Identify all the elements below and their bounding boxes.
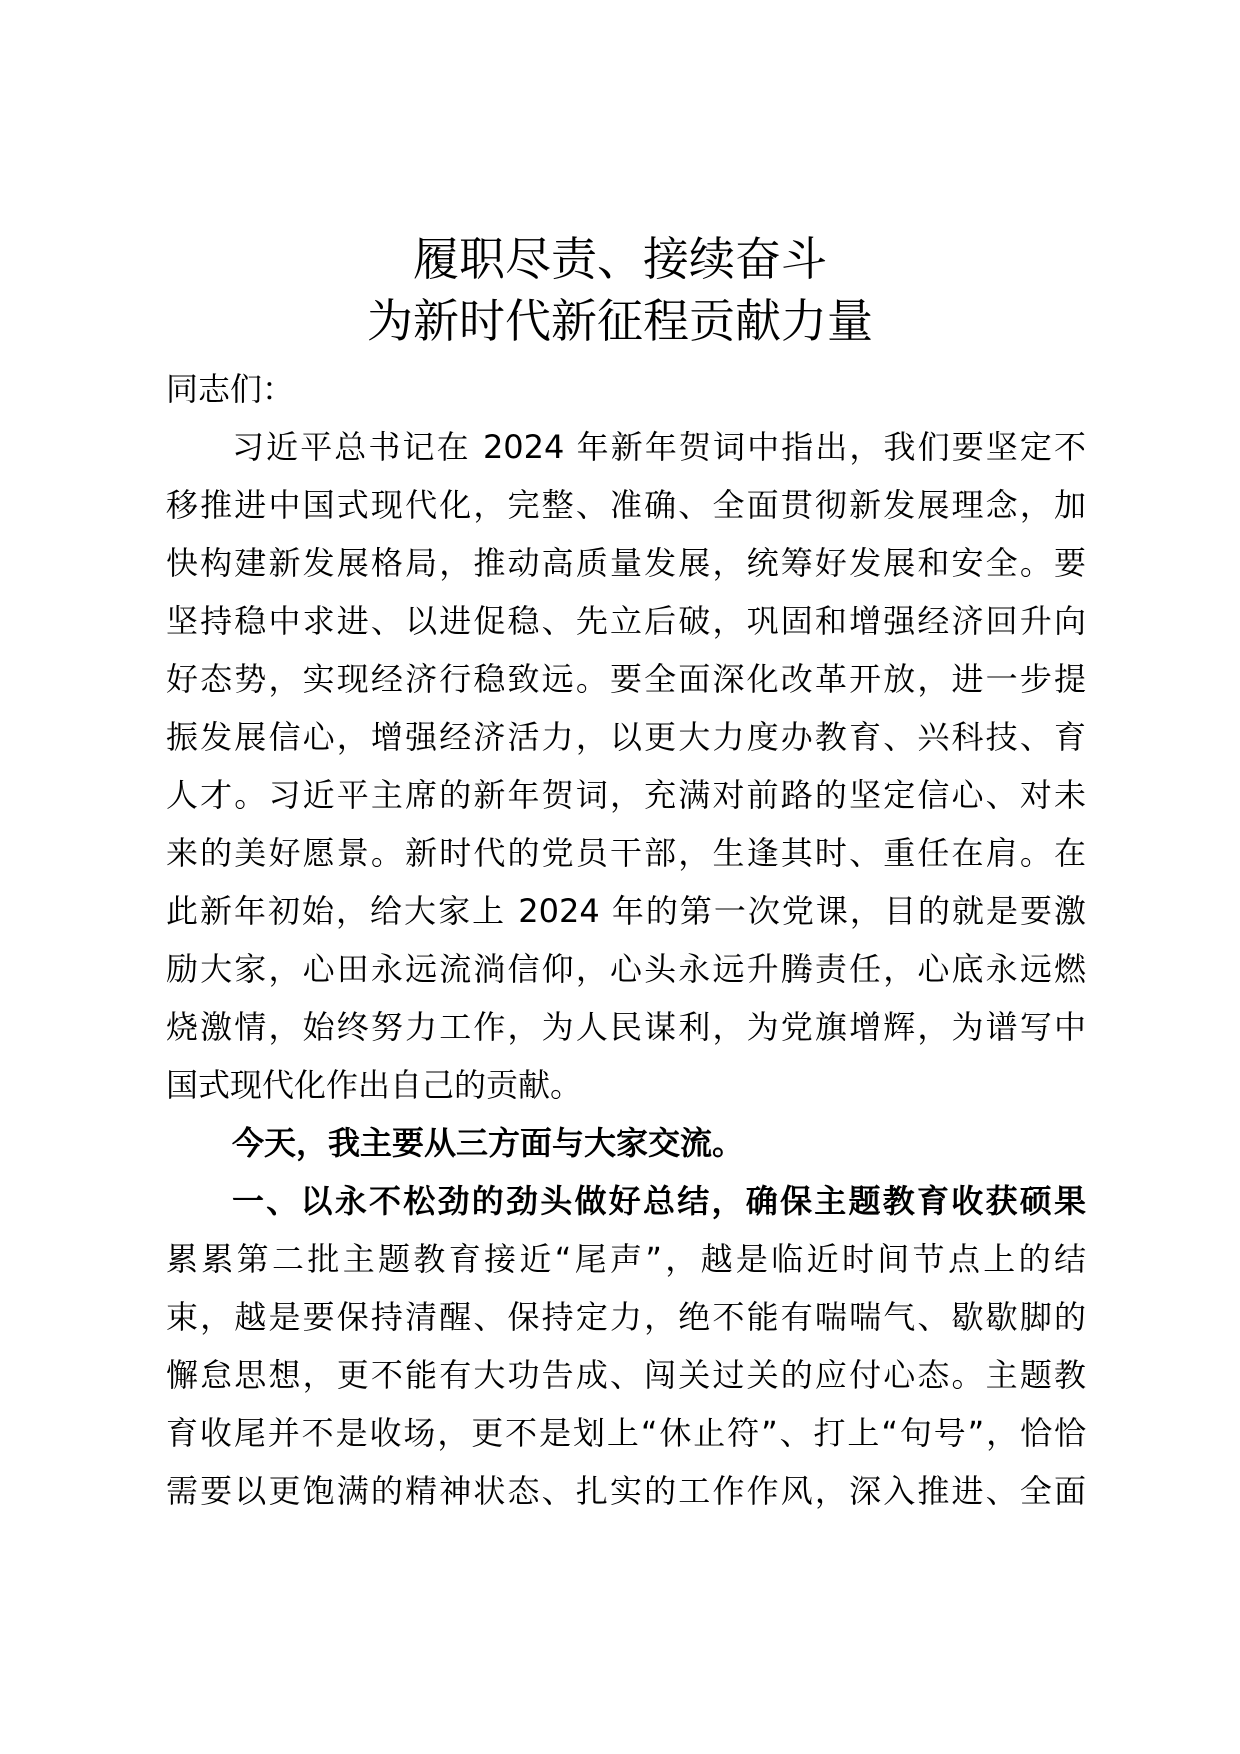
section-heading-line: 一、以永不松劲的劲头做好总结，确保主题教育收获硕果	[232, 1182, 1086, 1220]
paragraph-line: 习近平总书记在 2024 年新年贺词中指出，我们要坚定不	[232, 428, 1086, 466]
paragraph-1	[166, 418, 1086, 1114]
paragraph-line: 国式现代化作出自己的贡献。	[166, 1066, 583, 1104]
paragraph-line: 需要以更饱满的精神状态、扎实的工作作风，深入推进、全面	[166, 1472, 1086, 1510]
paragraph-line: 今天，我主要从三方面与大家交流。	[232, 1124, 745, 1162]
paragraph-line: 好态势，实现经济行稳致远。要全面深化改革开放，进一步提	[166, 660, 1086, 698]
paragraph-line: 束，越是要保持清醒、保持定力，绝不能有喘喘气、歇歇脚的	[166, 1298, 1086, 1336]
document-body	[166, 360, 1086, 1520]
paragraph-line: 励大家，心田永远流淌信仰，心头永远升腾责任，心底永远燃	[166, 950, 1086, 988]
title-line-1: 履职尽责、接续奋斗	[413, 232, 827, 286]
paragraph-line: 移推进中国式现代化，完整、准确、全面贯彻新发展理念，加	[166, 486, 1086, 524]
title-line-2: 为新时代新征程贡献力量	[367, 294, 873, 348]
salutation: 同志们：	[166, 370, 295, 408]
paragraph-2	[166, 1114, 1086, 1172]
paragraph-line: 坚持稳中求进、以进促稳、先立后破，巩固和增强经济回升向	[166, 602, 1086, 640]
paragraph-3	[166, 1172, 1086, 1520]
paragraph-line: 累累第二批主题教育接近“尾声”，越是临近时间节点上的结	[166, 1240, 1086, 1278]
paragraph-line: 懈怠思想，更不能有大功告成、闯关过关的应付心态。主题教	[166, 1356, 1086, 1394]
paragraph-line: 振发展信心，增强经济活力，以更大力度办教育、兴科技、育	[166, 718, 1086, 756]
paragraph-line: 快构建新发展格局，推动高质量发展，统筹好发展和安全。要	[166, 544, 1086, 582]
paragraph-line: 育收尾并不是收场，更不是划上“休止符”、打上“句号”，恰恰	[166, 1414, 1086, 1452]
paragraph-line: 烧激情，始终努力工作，为人民谋利，为党旗增辉，为谱写中	[166, 1008, 1086, 1046]
paragraph-line: 人才。习近平主席的新年贺词，充满对前路的坚定信心、对未	[166, 776, 1086, 814]
paragraph-line: 此新年初始，给大家上 2024 年的第一次党课，目的就是要激	[166, 892, 1086, 930]
document-title	[0, 228, 1240, 352]
paragraph-line: 来的美好愿景。新时代的党员干部，生逢其时、重任在肩。在	[166, 834, 1086, 872]
